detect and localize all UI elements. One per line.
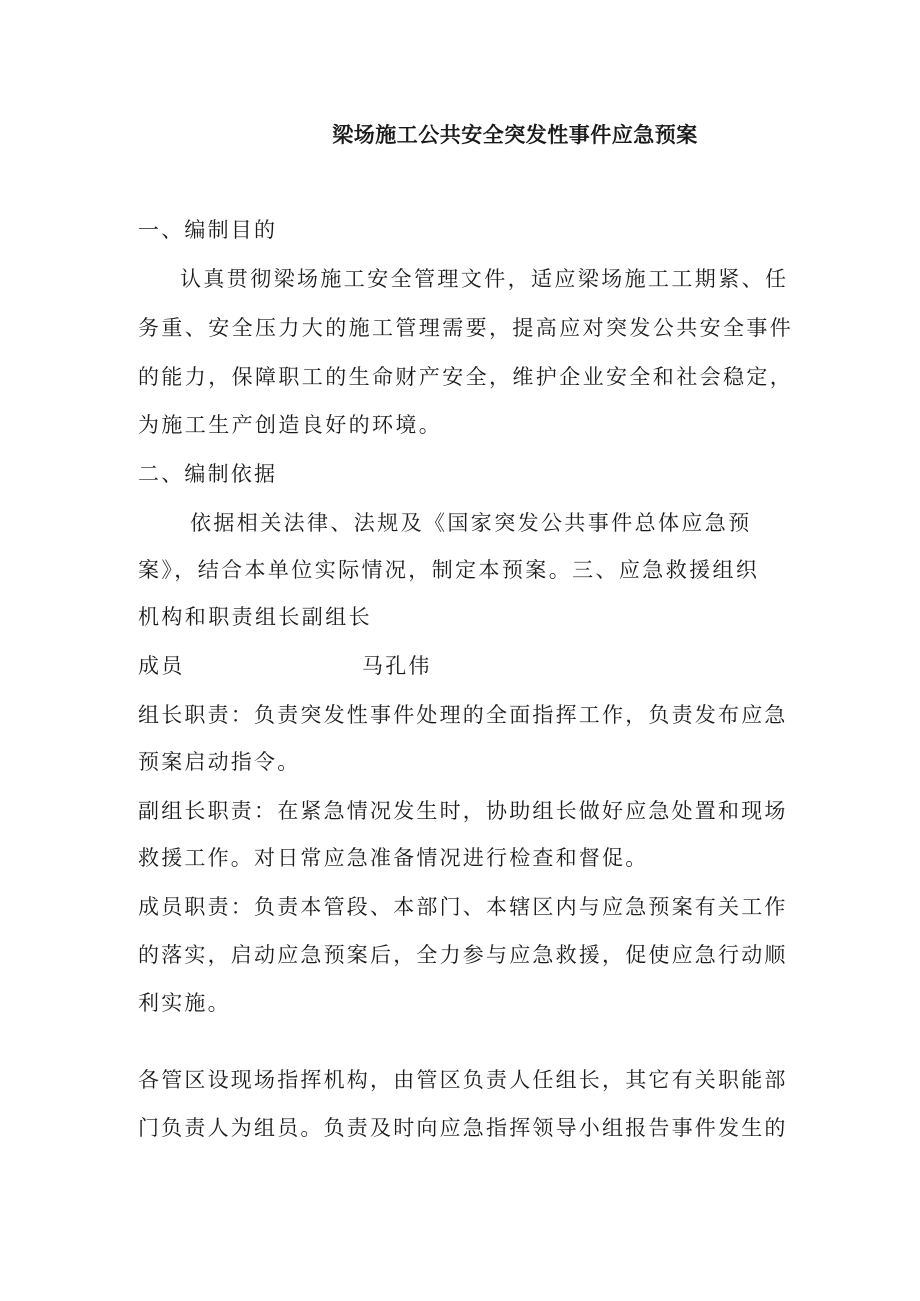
paragraph-line: 认真贯彻梁场施工安全管理文件，适应梁场施工工期紧、任 xyxy=(180,267,789,291)
member-duty-line: 成员职责：负责本管段、本部门、本辖区内与应急预案有关工作 xyxy=(138,895,788,919)
site-command-line: 各管区设现场指挥机构，由管区负责人任组长，其它有关职能部 xyxy=(138,1068,788,1092)
document-title: 梁场施工公共安全突发性事件应急预案 xyxy=(332,123,698,147)
paragraph-line: 务重、安全压力大的施工管理需要，提高应对突发公共安全事件 xyxy=(138,316,794,340)
deputy-duty-line: 救援工作。对日常应急准备情况进行检查和督促。 xyxy=(138,846,649,870)
members-name: 马孔伟 xyxy=(362,654,432,678)
paragraph-line: 案》，结合本单位实际情况，制定本预案。三、应急救援组织 xyxy=(138,558,760,582)
member-duty-line: 的落实，启动应急预案后，全力参与应急救援，促使应急行动顺 xyxy=(138,943,788,967)
paragraph-line: 为施工生产创造良好的环境。 xyxy=(138,413,443,437)
members-label: 成员 xyxy=(138,654,185,678)
site-command-line: 门负责人为组员。负责及时向应急指挥领导小组报告事件发生的 xyxy=(138,1116,788,1140)
deputy-duty-line: 副组长职责：在紧急情况发生时，协助组长做好应急处置和现场 xyxy=(138,799,788,823)
paragraph-line: 依据相关法律、法规及《国家突发公共事件总体应急预 xyxy=(190,511,752,535)
paragraph-line: 的能力，保障职工的生命财产安全，维护企业安全和社会稳定， xyxy=(138,365,794,389)
leader-duty-line: 组长职责：负责突发性事件处理的全面指挥工作，负责发布应急 xyxy=(138,703,788,727)
section-heading-basis: 二、编制依据 xyxy=(138,462,278,486)
paragraph-line: 机构和职责组长副组长 xyxy=(138,605,372,629)
member-duty-line: 利实施。 xyxy=(138,991,231,1015)
section-heading-purpose: 一、编制目的 xyxy=(138,218,278,242)
leader-duty-line: 预案启动指令。 xyxy=(138,750,301,774)
